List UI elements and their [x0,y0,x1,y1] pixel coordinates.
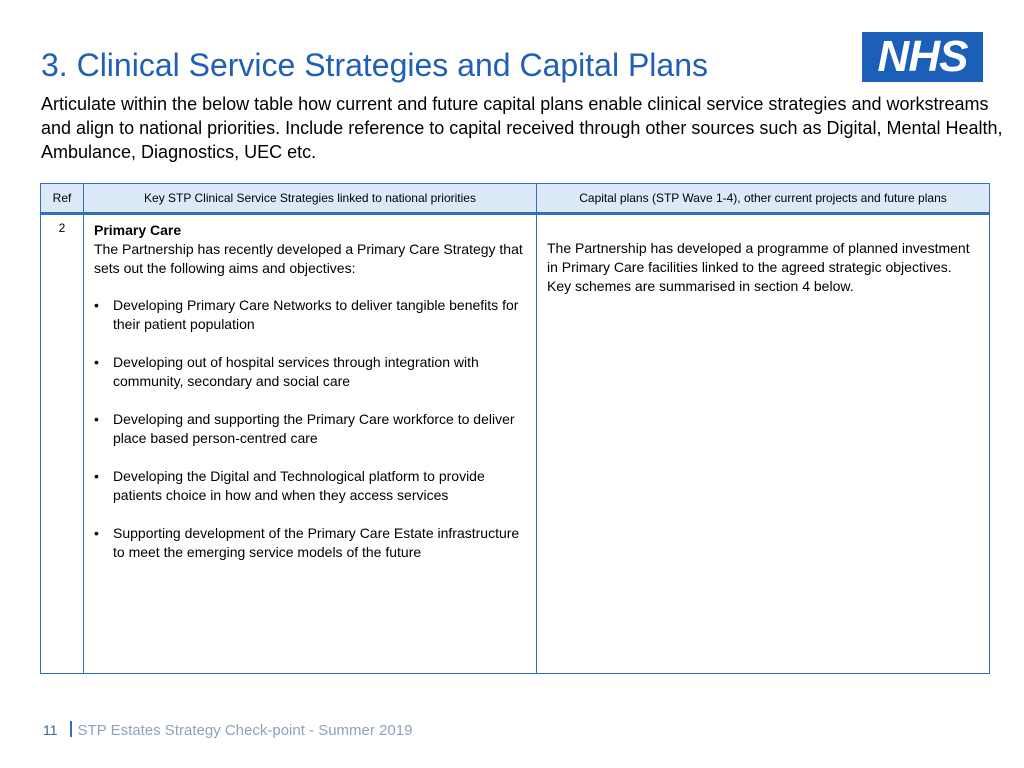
list-item: • Developing Primary Care Networks to deliver tangible benefits for their patient population [94,296,524,334]
strategy-heading: Primary Care [94,222,182,238]
aims-list [94,296,524,562]
intro-text: Articulate within the below table how current and future capital plans enable clinical service strategies and workstreams and align to national priorities. Include reference to capital received through other sources such as Digital, Mental Health, Ambulance, Diagnostics, UEC etc. [41,94,1003,162]
key-strategy-cell [84,214,537,674]
strategy-intro: The Partnership has recently developed a Primary Care Strategy that sets out the following aims and objectives: [94,241,523,276]
table-header-row [41,184,990,214]
list-item: • Developing out of hospital services through integration with community, secondary and social care [94,353,524,391]
list-item: • Developing the Digital and Technological platform to provide patients choice in how and when they access services [94,467,524,505]
footer-text: STP Estates Strategy Check-point - Summer 2019 [77,722,413,739]
list-item: • Developing and supporting the Primary Care workforce to deliver place based person-centred care [94,410,524,448]
header-capital-plans: Capital plans (STP Wave 1-4), other current projects and future plans [537,184,990,214]
page-title: 3. Clinical Service Strategies and Capital Plans [41,47,708,83]
list-item: • Supporting development of the Primary Care Estate infrastructure to meet the emerging service models of the future [94,524,524,562]
page-number: 11 [43,722,58,738]
header-key-strategies: Key STP Clinical Service Strategies linked to national priorities [84,184,537,214]
nhs-logo: NHS [862,32,983,82]
footer-divider [70,721,72,737]
capital-plans-cell: The Partnership has developed a programme of planned investment in Primary Care facilities linked to the agreed strategic objectives. Key schemes are summarised in section 4 below. [537,214,990,674]
table-row [41,214,990,674]
ref-cell: 2 [41,214,84,674]
header-ref: Ref [41,184,84,214]
strategy-table [40,183,990,674]
footer [43,721,412,739]
